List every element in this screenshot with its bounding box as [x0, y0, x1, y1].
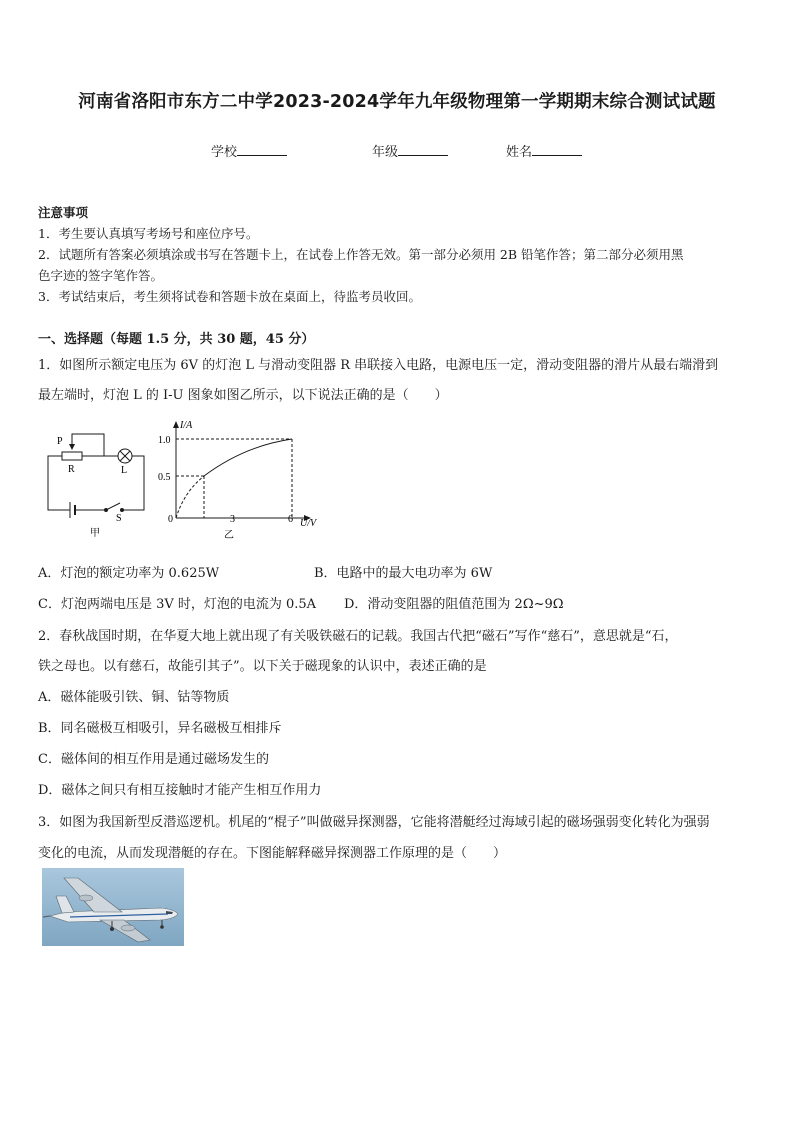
- notice-item: 3．考试结束后，考生须将试卷和答题卡放在桌面上，待监考员收回。: [38, 289, 421, 304]
- circuit-label-l: L: [121, 465, 128, 476]
- patrol-aircraft-image: [42, 868, 184, 946]
- circuit-diagram: [40, 430, 160, 542]
- question-3-text: 3．如图为我国新型反潜巡逻机。机尾的“棍子”叫做磁异探测器，它能将潜艇经过海域引起的磁场强弱变化转化为强弱: [38, 815, 710, 830]
- grade-label: 年级: [372, 145, 399, 160]
- q2-option-b: B．同名磁极互相吸引，异名磁极互相排斥: [38, 721, 282, 736]
- circuit-label-s: S: [116, 513, 122, 524]
- q1-option-a: A．灯泡的额定功率为 0.625W: [38, 566, 220, 581]
- graph-origin: 0: [168, 514, 173, 525]
- question-1-text: 1．如图所示额定电压为 6V 的灯泡 L 与滑动变阻器 R 串联接入电路，电源电压一定，滑动变阻器的滑片从最右端滑到: [38, 358, 719, 373]
- graph-x-tick: 6: [288, 514, 293, 525]
- q1-option-d: D．滑动变阻器的阻值范围为 2Ω~9Ω: [344, 597, 564, 612]
- graph-y-tick: 0.5: [158, 472, 171, 483]
- graph-x-tick: 3: [230, 514, 235, 525]
- grade-blank: [398, 143, 448, 156]
- school-blank: [237, 143, 287, 156]
- q2-option-c: C．磁体间的相互作用是通过磁场发生的: [38, 752, 269, 767]
- q1-option-c: C．灯泡两端电压是 3V 时，灯泡的电流为 0.5A: [38, 597, 317, 612]
- graph-x-axis-label: U/V: [300, 518, 317, 529]
- notice-item: 1．考生要认真填写考场号和座位序号。: [38, 226, 259, 241]
- circuit-caption: 甲: [90, 528, 100, 539]
- graph-y-tick: 1.0: [158, 435, 171, 446]
- notice-item: 2．试题所有答案必须填涂或书写在答题卡上，在试卷上作答无效。第一部分必须用 2B 铅笔作答；第二部分必须用黑: [38, 247, 684, 262]
- grade-field: [372, 141, 448, 160]
- exam-title: 河南省洛阳市东方二中学2023-2024学年九年级物理第一学期期末综合测试试题: [78, 92, 716, 112]
- question-3-text: 变化的电流，从而发现潜艇的存在。下图能解释磁异探测器工作原理的是（ ）: [38, 846, 507, 861]
- section-heading: 一、选择题（每题 1.5 分，共 30 题，45 分）: [38, 332, 315, 347]
- q1-option-b: B．电路中的最大电功率为 6W: [314, 566, 493, 581]
- notice-item: 色字迹的签字笔作答。: [38, 268, 164, 283]
- graph-caption: 乙: [224, 530, 234, 541]
- school-label: 学校: [211, 145, 238, 160]
- circuit-label-r: R: [68, 464, 75, 475]
- iu-graph: [156, 418, 326, 544]
- name-blank: [532, 143, 582, 156]
- name-label: 姓名: [506, 145, 533, 160]
- question-2-text: 铁之母也。以有慈石，故能引其子”。以下关于磁现象的认识中，表述正确的是: [38, 659, 487, 674]
- name-field: [506, 141, 582, 160]
- notice-heading: 注意事项: [38, 205, 89, 220]
- circuit-label-p: P: [57, 436, 63, 447]
- question-1-text: 最左端时，灯泡 L 的 I-U 图象如图乙所示，以下说法正确的是（ ）: [38, 388, 448, 403]
- graph-y-axis-label: I/A: [180, 420, 193, 431]
- school-field: [211, 141, 287, 160]
- q2-option-d: D．磁体之间只有相互接触时才能产生相互作用力: [38, 783, 322, 798]
- question-2-text: 2．春秋战国时期，在华夏大地上就出现了有关吸铁磁石的记载。我国古代把“磁石”写作“慈石”，意思就是“石，: [38, 629, 678, 644]
- q2-option-a: A．磁体能吸引铁、铜、钴等物质: [38, 690, 230, 705]
